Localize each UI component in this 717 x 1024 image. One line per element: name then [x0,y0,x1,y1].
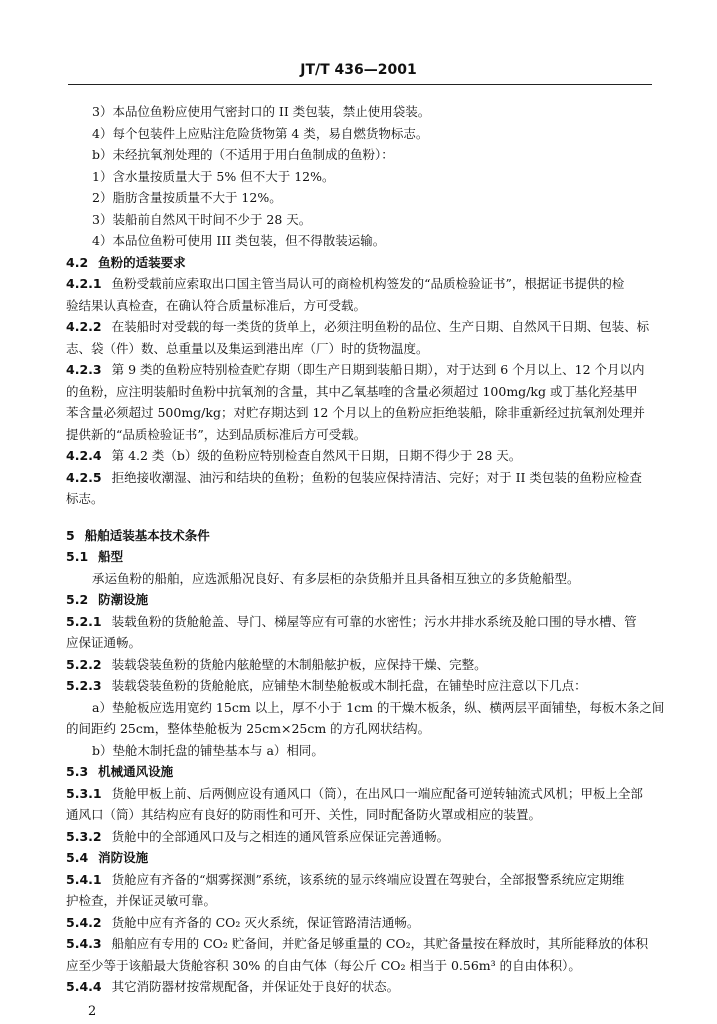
clause-4-2-4: 4.2.4 第 4.2 类（b）级的鱼粉应特别检查自然风干日期，日期不得少于 28 天。 [66,448,522,463]
clause-5-3-1-cont: 通风口（筒）其结构应有良好的防雨性和可开、关性，同时配备防火罩或相应的装置。 [66,807,542,823]
item-3-drying-time: 3）装船前自然风干时间不少于 28 天。 [92,211,312,227]
clause-5-2-3-a-cont: 的间距约 25cm，整体垫舱板为 25cm×25cm 的方孔网状结构。 [66,721,431,737]
clause-4-2-2: 4.2.2 在装船时对受载的每一类货的货单上，必须注明鱼粉的品位、生产日期、自然风干日期、包装、标 [66,319,650,334]
clause-5-4-4: 5.4.4 其它消防器材按常规配备，并保证处于良好的状态。 [66,979,400,995]
clause-5-2-1: 5.2.1 装载鱼粉的货舱舱盖、导门、梯屋等应有可靠的水密性；污水井排水系统及舱口围的导水槽、管 [66,613,637,629]
item-1-moisture: 1）含水量按质量大于 5% 但不大于 12%。 [92,168,335,184]
clause-5-3-2: 5.3.2 货舱中的全部通风口及与之相连的通风管系应保证完善通畅。 [66,828,450,844]
section-5-2-heading: 5.2 防潮设施 [66,592,149,608]
clause-5-4-3: 5.4.3 船舶应有专用的 CO₂ 贮备间，并贮备足够重量的 CO₂，其贮备量按在释放时，其所能释放的体积 [66,936,649,952]
item-4-packaging-class: 4）本品位鱼粉可使用 III 类包装，但不得散装运输。 [92,233,386,248]
clause-4-2-2-cont: 志、袋（件）数、总重量以及集运到港出库（厂）时的货物温度。 [66,340,429,356]
standard-code-header: JT/T 436—2001 [300,62,417,78]
section-5-heading: 5 船舶适装基本技术条件 [66,527,210,543]
item-3-sealed-packaging: 3）本品位鱼粉应使用气密封口的 II 类包装，禁止使用袋装。 [92,104,431,119]
section-4-2-heading: 4.2 鱼粉的适装要求 [66,254,186,270]
clause-4-2-1: 4.2.1 鱼粉受载前应索取出口国主管当局认可的商检机构签发的“品质检验证书”，根据证书提供的检 [66,276,625,291]
clause-5-4-1-cont: 护检查，并保证灵敏可靠。 [66,893,217,909]
clause-5-2-3: 5.2.3 装载袋装鱼粉的货舱舱底，应铺垫木制垫舱板或木制托盘，在铺垫时应注意以下几点： [66,678,587,694]
item-2-fat: 2）脂肪含量按质量不大于 12%。 [92,190,282,205]
clause-4-2-3-cont-1: 的鱼粉，应注明装船时鱼粉中抗氧剂的含量，其中乙氧基喹的含量必须超过 100mg/kg 或丁基化羟基甲 [66,383,638,399]
clause-4-2-3-cont-3: 提供新的“品质检验证书”，达到品质标准后方可受载。 [66,426,367,442]
clause-4-2-5-cont: 标志。 [66,491,104,506]
clause-4-2-3-cont-2: 苯含量必须超过 500mg/kg；对贮存期达到 12 个月以上的鱼粉应拒绝装船，除非重新经过抗氧剂处理并 [66,405,645,420]
clause-4-2-1-cont: 验结果认真检查，在确认符合质量标准后，方可受载。 [66,297,367,313]
item-b-untreated: b）未经抗氧剂处理的（不适用于用白鱼制成的鱼粉）： [92,147,394,162]
section-5-4-heading: 5.4 消防设施 [66,850,149,866]
clause-5-4-2: 5.4.2 货舱中应有齐备的 CO₂ 灭火系统，保证管路清洁通畅。 [66,914,420,930]
clause-5-4-1: 5.4.1 货舱应有齐备的“烟雾探测”系统，该系统的显示终端应设置在驾驶台，全部报警系统应定期维 [66,871,625,887]
clause-5-2-1-cont: 应保证通畅。 [66,635,142,651]
header-rule [68,84,652,85]
clause-5-2-2: 5.2.2 装载袋装鱼粉的货舱内舷舱壁的木制船舷护板，应保持干燥、完整。 [66,656,487,672]
clause-5-2-3-b: b）垫舱木制托盘的铺垫基本与 a）相同。 [92,742,324,758]
clause-5-3-1: 5.3.1 货舱甲板上前、后两侧应设有通风口（筒），在出风口一端应配备可逆转轴流式风机；甲板上全部 [66,785,643,801]
clause-4-2-3: 4.2.3 第 9 类的鱼粉应特别检查贮存期（即生产日期到装船日期），对于达到 6 个月以上、12 个月以内 [66,362,645,377]
section-5-3-heading: 5.3 机械通风设施 [66,764,174,780]
item-4-hazard-label: 4）每个包装件上应贴注危险货物第 4 类，易自燃货物标志。 [92,125,429,141]
clause-5-1-text: 承运鱼粉的船舶，应选派船况良好、有多层柜的杂货船并且具备相互独立的多货舱船型。 [92,570,580,586]
clause-5-4-3-cont: 应至少等于该船最大货舱容积 30% 的自由气体（每公斤 CO₂ 相当于 0.56m³ 的自由体积）。 [66,957,581,973]
section-5-1-heading: 5.1 船型 [66,549,124,565]
page-number: 2 [88,1004,97,1019]
clause-4-2-5: 4.2.5 拒绝接收潮湿、油污和结块的鱼粉；鱼粉的包装应保持清洁、完好；对于 II 类包装的鱼粉应检查 [66,469,642,485]
clause-5-2-3-a: a）垫舱板应选用宽约 15cm 以上，厚不小于 1cm 的干燥木板条，纵、横两层平面铺垫，每板木条之间 [92,699,665,715]
